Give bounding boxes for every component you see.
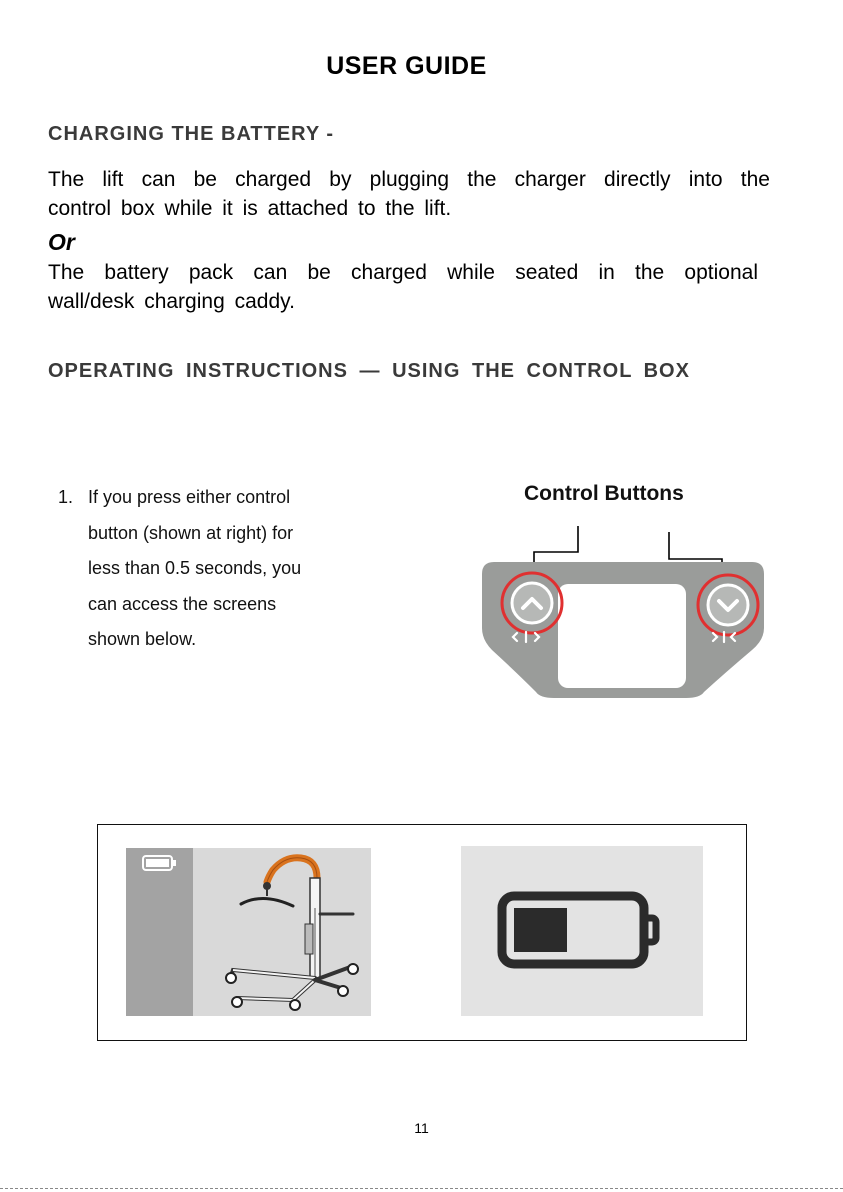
patient-lift-icon bbox=[193, 848, 371, 1016]
battery-screen bbox=[461, 846, 703, 1016]
control-box-screen bbox=[558, 584, 686, 688]
page-title: USER GUIDE bbox=[326, 52, 487, 80]
step-line: shown below. bbox=[88, 629, 197, 649]
section-heading-charging: CHARGING THE BATTERY - bbox=[48, 123, 335, 145]
charging-paragraph-2 bbox=[48, 258, 758, 316]
lift-screen bbox=[126, 848, 371, 1016]
step-number: 1. bbox=[58, 487, 74, 507]
battery-icon bbox=[142, 854, 178, 872]
step-line: If you press either control bbox=[88, 487, 291, 507]
paragraph-line: control box while it is attached to the lift. bbox=[48, 197, 452, 220]
paragraph-line: wall/desk charging caddy. bbox=[48, 290, 295, 313]
page-number: 11 bbox=[414, 1120, 429, 1136]
step-line: can access the screens bbox=[88, 593, 277, 614]
paragraph-line: The battery pack can be charged while seated in the optional bbox=[48, 261, 758, 284]
charging-paragraph-1 bbox=[48, 165, 770, 223]
step-line: button (shown at right) for bbox=[88, 522, 294, 543]
control-box-illustration bbox=[476, 520, 770, 705]
control-buttons-label: Control Buttons bbox=[524, 482, 684, 505]
or-label: Or bbox=[48, 229, 75, 255]
step-text bbox=[88, 480, 368, 658]
step-line: less than 0.5 seconds, you bbox=[88, 558, 302, 578]
down-button[interactable] bbox=[708, 585, 748, 625]
page-bottom-edge bbox=[0, 1188, 843, 1189]
up-button[interactable] bbox=[512, 583, 552, 623]
section-heading-operating: OPERATING INSTRUCTIONS — USING THE CONTROL BOX bbox=[48, 360, 690, 382]
battery-level-icon bbox=[461, 846, 703, 1016]
paragraph-line: The lift can be charged by plugging the charger directly into the bbox=[48, 168, 770, 191]
screen-sidebar bbox=[126, 848, 193, 1016]
